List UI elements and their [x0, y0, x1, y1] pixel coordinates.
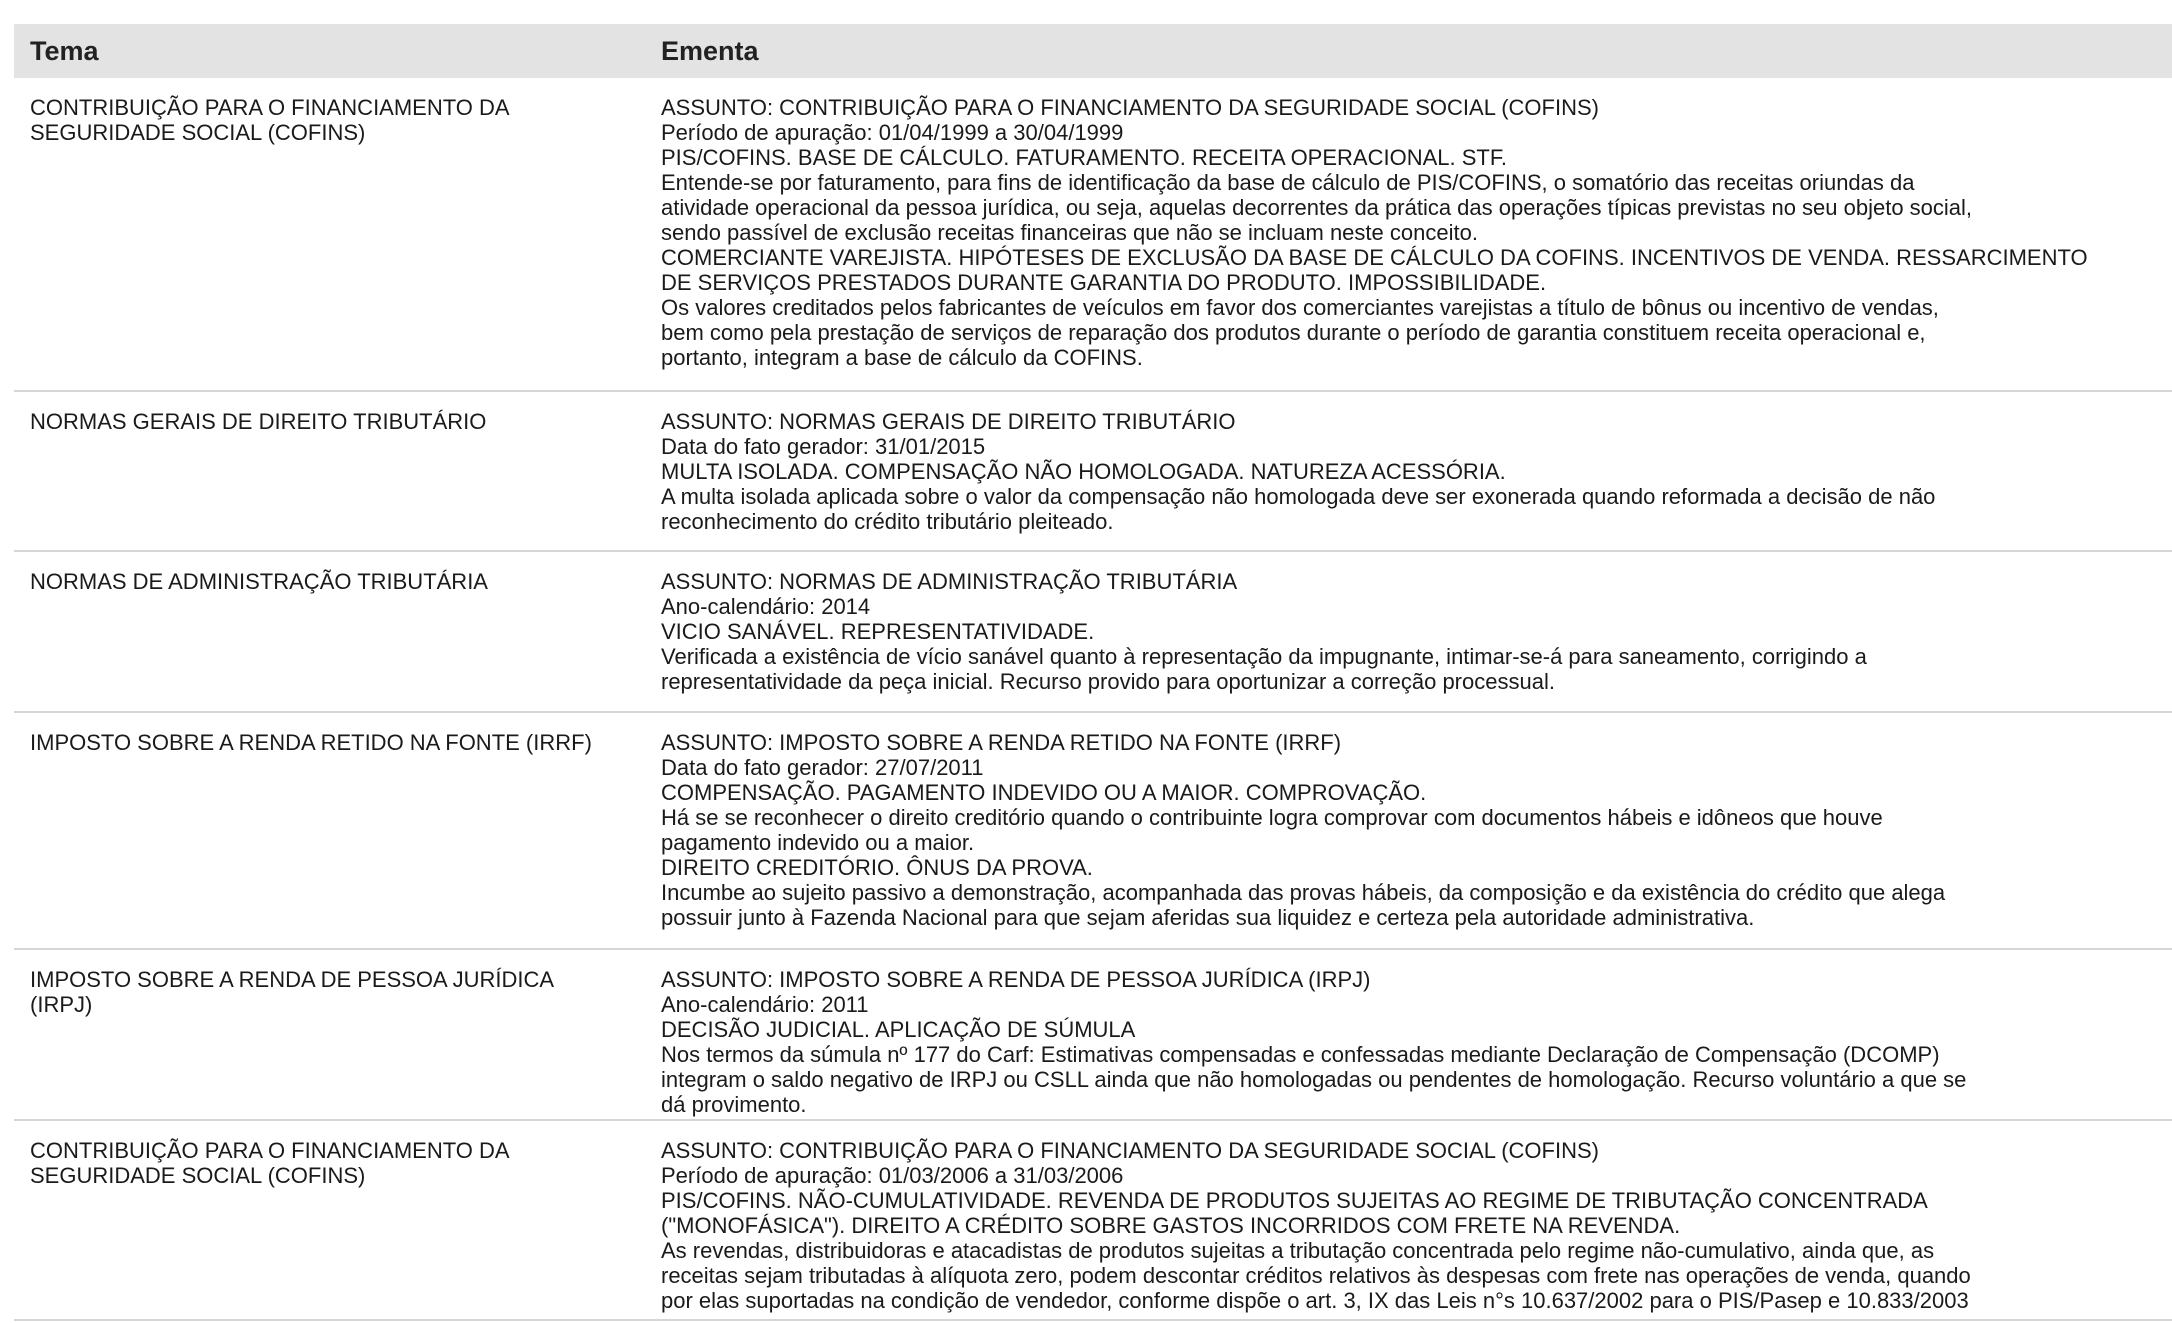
ementa-line: Data do fato gerador: 27/07/2011 — [661, 755, 984, 780]
cell-ementa — [661, 1138, 2172, 1319]
ementa-line: Os valores creditados pelos fabricantes de veículos em favor dos comerciantes varejistas a título de bônus ou incentivo de vendas, — [661, 295, 1939, 320]
cell-tema — [14, 569, 661, 711]
tema-line: SEGURIDADE SOCIAL (COFINS) — [30, 1163, 366, 1188]
ementa-line: ("MONOFÁSICA"). DIREITO A CRÉDITO SOBRE GASTOS INCORRIDOS COM FRETE NA REVENDA. — [661, 1213, 1681, 1238]
ementa-line: Data do fato gerador: 31/01/2015 — [661, 434, 986, 459]
tema-line: IMPOSTO SOBRE A RENDA DE PESSOA JURÍDICA — [30, 967, 555, 992]
ementa-line: PIS/COFINS. BASE DE CÁLCULO. FATURAMENTO. RECEITA OPERACIONAL. STF. — [661, 145, 1507, 170]
ementa-line: ASSUNTO: IMPOSTO SOBRE A RENDA DE PESSOA JURÍDICA (IRPJ) — [661, 967, 1371, 992]
table-row — [14, 1121, 2172, 1321]
ementa-line: Período de apuração: 01/03/2006 a 31/03/2006 — [661, 1163, 1124, 1188]
ementa-line: ASSUNTO: NORMAS DE ADMINISTRAÇÃO TRIBUTÁRIA — [661, 569, 1238, 594]
tema-line: IMPOSTO SOBRE A RENDA RETIDO NA FONTE (IRRF) — [30, 730, 592, 755]
ementa-line: possuir junto à Fazenda Nacional para que sejam aferidas sua liquidez e certeza pela autoridade administrativa. — [661, 905, 1755, 930]
cell-tema — [14, 409, 661, 550]
ementa-line: As revendas, distribuidoras e atacadistas de produtos sujeitas a tributação concentrada pelo regime não-cumulativo, ainda que, as — [661, 1238, 1935, 1263]
ementa-line: receitas sejam tributadas à alíquota zero, podem descontar créditos relativos às despesas com frete nas operações de venda, quando — [661, 1263, 1971, 1288]
ementa-line: VICIO SANÁVEL. REPRESENTATIVIDADE. — [661, 619, 1095, 644]
table-row — [14, 950, 2172, 1121]
ementa-line: ASSUNTO: CONTRIBUIÇÃO PARA O FINANCIAMENTO DA SEGURIDADE SOCIAL (COFINS) — [661, 95, 1599, 120]
ementa-line: COMPENSAÇÃO. PAGAMENTO INDEVIDO OU A MAIOR. COMPROVAÇÃO. — [661, 780, 1427, 805]
ementa-line: integram o saldo negativo de IRPJ ou CSLL ainda que não homologadas ou pendentes de homologação. Recurso voluntário a que se — [661, 1067, 1967, 1092]
table-body — [14, 78, 2172, 1321]
ementa-line: Incumbe ao sujeito passivo a demonstração, acompanhada das provas hábeis, da composição e da existência do crédito que alega — [661, 880, 1946, 905]
table-row — [14, 552, 2172, 713]
ementa-line: ASSUNTO: IMPOSTO SOBRE A RENDA RETIDO NA FONTE (IRRF) — [661, 730, 1342, 755]
cell-ementa — [661, 967, 2172, 1119]
ementa-line: Verificada a existência de vício sanável quanto à representação da impugnante, intimar-se-á para saneamento, corrigindo a — [661, 644, 1867, 669]
ementa-line: DIREITO CREDITÓRIO. ÔNUS DA PROVA. — [661, 855, 1093, 880]
cell-tema — [14, 95, 661, 390]
cell-ementa — [661, 95, 2172, 390]
header-tema: Tema — [30, 35, 99, 66]
ementa-line: DE SERVIÇOS PRESTADOS DURANTE GARANTIA DO PRODUTO. IMPOSSIBILIDADE. — [661, 270, 1547, 295]
cell-ementa — [661, 569, 2172, 711]
table-row — [14, 392, 2172, 552]
cell-tema — [14, 730, 661, 948]
tema-line: CONTRIBUIÇÃO PARA O FINANCIAMENTO DA — [30, 1138, 510, 1163]
tema-line: NORMAS DE ADMINISTRAÇÃO TRIBUTÁRIA — [30, 569, 488, 594]
ementa-line: DECISÃO JUDICIAL. APLICAÇÃO DE SÚMULA — [661, 1017, 1136, 1042]
ementa-line: bem como pela prestação de serviços de reparação dos produtos durante o período de garantia constituem receita operacional e, — [661, 320, 1926, 345]
ementa-line: Ano-calendário: 2014 — [661, 594, 871, 619]
ementa-line: sendo passível de exclusão receitas financeiras que não se incluam neste conceito. — [661, 220, 1478, 245]
ementa-line: ASSUNTO: CONTRIBUIÇÃO PARA O FINANCIAMENTO DA SEGURIDADE SOCIAL (COFINS) — [661, 1138, 1599, 1163]
table-row — [14, 78, 2172, 392]
ementa-line: atividade operacional da pessoa jurídica, ou seja, aquelas decorrentes da prática das operações típicas previstas no seu objeto social, — [661, 195, 1973, 220]
ementa-line: portanto, integram a base de cálculo da COFINS. — [661, 345, 1143, 370]
ementa-line: ASSUNTO: NORMAS GERAIS DE DIREITO TRIBUTÁRIO — [661, 409, 1236, 434]
header-ementa: Ementa — [661, 35, 759, 66]
ementa-line: representatividade da peça inicial. Recurso provido para oportunizar a correção processual. — [661, 669, 1555, 694]
ementa-line: dá provimento. — [661, 1092, 807, 1117]
tema-line: (IRPJ) — [30, 992, 93, 1017]
cell-tema — [14, 1138, 661, 1319]
ementa-line: reconhecimento do crédito tributário pleiteado. — [661, 509, 1114, 534]
ementa-line: pagamento indevido ou a maior. — [661, 830, 975, 855]
ementa-line: por elas suportadas na condição de vendedor, conforme dispõe o art. 3, IX das Leis n°s 10.637/2002 para o PIS/Pasep e 10.833/2003 — [661, 1288, 1969, 1313]
ementa-line: Há se se reconhecer o direito creditório quando o contribuinte logra comprovar com documentos hábeis e idôneos que houve — [661, 805, 1883, 830]
cell-ementa — [661, 730, 2172, 948]
cell-tema — [14, 967, 661, 1119]
ementas-table — [14, 24, 2172, 1321]
ementa-line: Entende-se por faturamento, para fins de identificação da base de cálculo de PIS/COFINS, o somatório das receitas oriundas da — [661, 170, 1915, 195]
tema-line: SEGURIDADE SOCIAL (COFINS) — [30, 120, 366, 145]
table-row — [14, 713, 2172, 950]
ementa-line: A multa isolada aplicada sobre o valor da compensação não homologada deve ser exonerada quando reformada a decisão de não — [661, 484, 1936, 509]
ementa-line: Ano-calendário: 2011 — [661, 992, 869, 1017]
ementa-line: MULTA ISOLADA. COMPENSAÇÃO NÃO HOMOLOGADA. NATUREZA ACESSÓRIA. — [661, 459, 1506, 484]
ementa-line: Período de apuração: 01/04/1999 a 30/04/1999 — [661, 120, 1124, 145]
cell-ementa — [661, 409, 2172, 550]
table-header — [14, 24, 2172, 78]
tema-line: NORMAS GERAIS DE DIREITO TRIBUTÁRIO — [30, 409, 487, 434]
ementa-line: COMERCIANTE VAREJISTA. HIPÓTESES DE EXCLUSÃO DA BASE DE CÁLCULO DA COFINS. INCENTIVOS DE VENDA. RESSARCIMENTO — [661, 245, 2088, 270]
ementa-line: Nos termos da súmula nº 177 do Carf: Estimativas compensadas e confessadas mediante Declaração de Compensação (DCOMP) — [661, 1042, 1940, 1067]
tema-line: CONTRIBUIÇÃO PARA O FINANCIAMENTO DA — [30, 95, 510, 120]
ementa-line: PIS/COFINS. NÃO-CUMULATIVIDADE. REVENDA DE PRODUTOS SUJEITAS AO REGIME DE TRIBUTAÇÃO CONCENTRADA — [661, 1188, 1928, 1213]
